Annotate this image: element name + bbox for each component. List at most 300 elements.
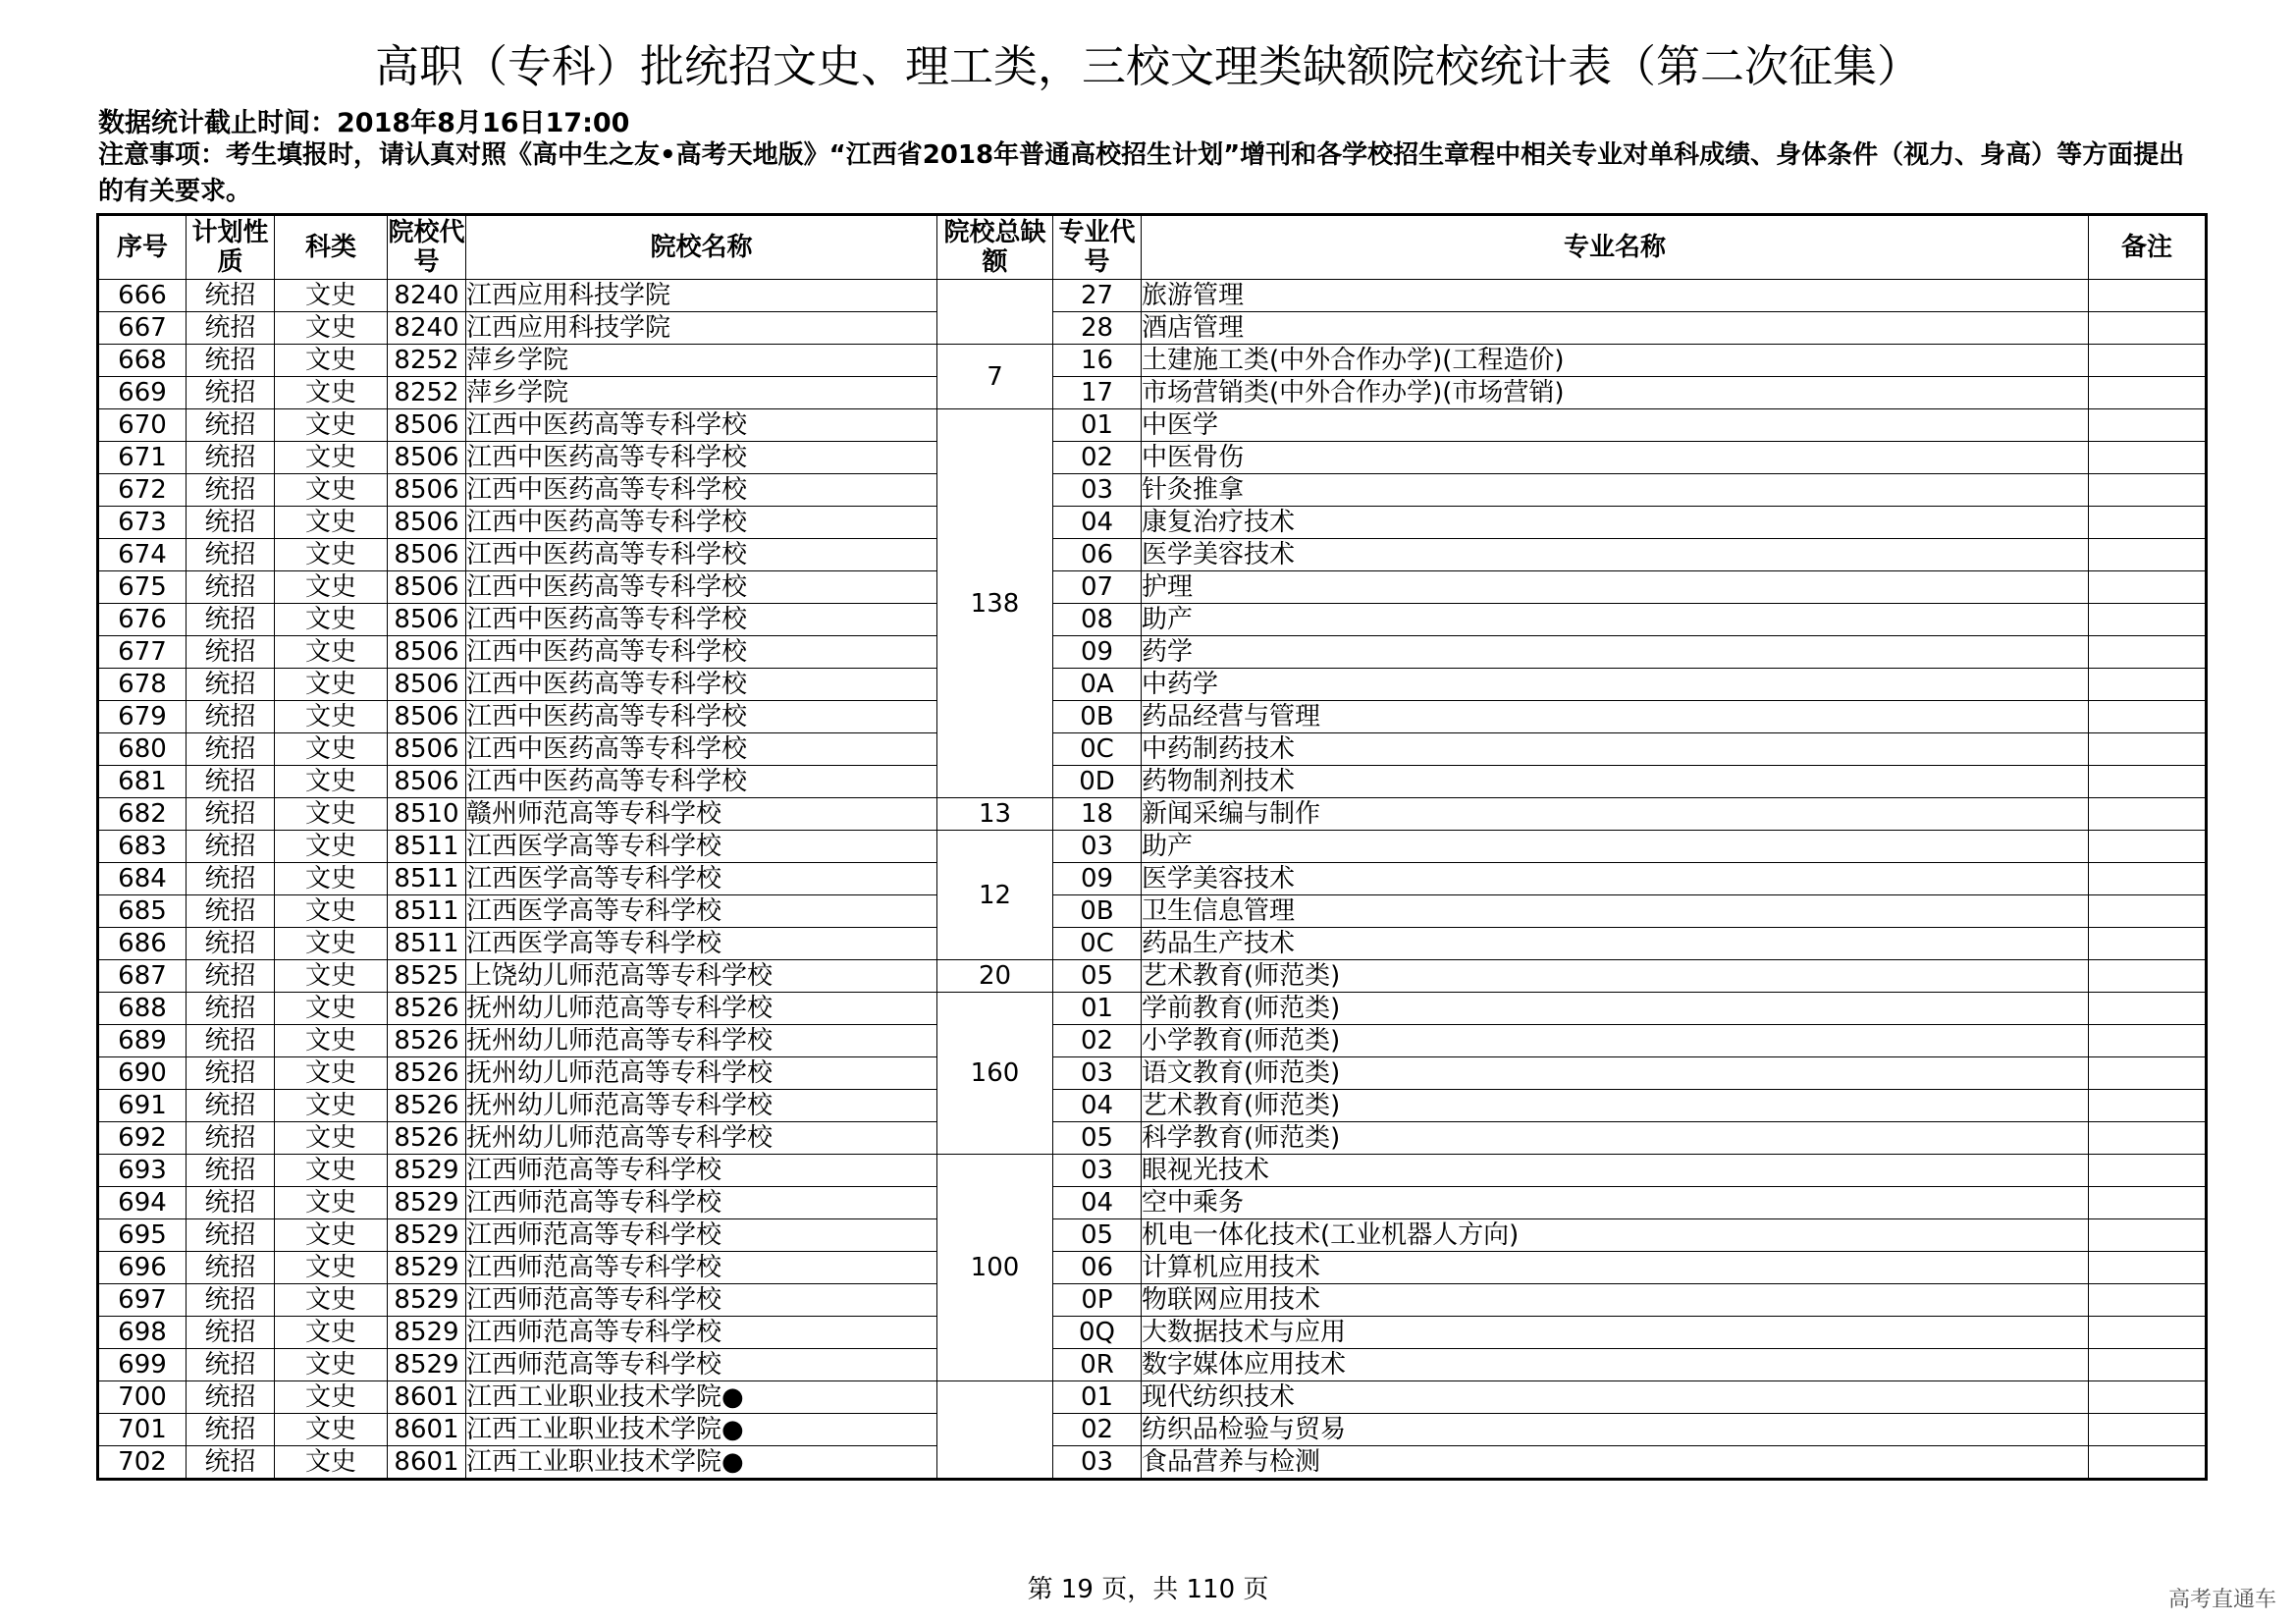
cell-major-code: 27 bbox=[1053, 280, 1142, 312]
cell-major-code: 01 bbox=[1053, 993, 1142, 1025]
vacancy-table bbox=[96, 213, 2208, 1481]
cell-major-name: 新闻采编与制作 bbox=[1142, 798, 2089, 831]
header-category: 科类 bbox=[275, 215, 388, 280]
cell-remark bbox=[2089, 280, 2207, 312]
cell-remark bbox=[2089, 1122, 2207, 1155]
cell-major-code: 28 bbox=[1053, 312, 1142, 345]
table-row bbox=[98, 960, 2207, 993]
cell-remark bbox=[2089, 1090, 2207, 1122]
cell-major-name: 中医骨伤 bbox=[1142, 442, 2089, 474]
cell-category: 文史 bbox=[275, 1219, 388, 1252]
cell-major-code: 04 bbox=[1053, 1090, 1142, 1122]
cell-total-gap: 7 bbox=[937, 345, 1053, 409]
cell-category: 文史 bbox=[275, 863, 388, 895]
cell-school-name: 江西师范高等专科学校 bbox=[466, 1187, 937, 1219]
cell-school-code: 8526 bbox=[388, 1122, 466, 1155]
cell-school-name: 萍乡学院 bbox=[466, 345, 937, 377]
table-row bbox=[98, 1057, 2207, 1090]
cell-seq: 683 bbox=[98, 831, 187, 863]
cell-category: 文史 bbox=[275, 312, 388, 345]
cell-school-code: 8506 bbox=[388, 571, 466, 604]
cell-major-name: 旅游管理 bbox=[1142, 280, 2089, 312]
cell-major-code: 0A bbox=[1053, 669, 1142, 701]
table-row bbox=[98, 669, 2207, 701]
header-remark: 备注 bbox=[2089, 215, 2207, 280]
header-major-code: 专业代号 bbox=[1053, 215, 1142, 280]
table-row bbox=[98, 993, 2207, 1025]
cell-school-name: 江西工业职业技术学院● bbox=[466, 1381, 937, 1414]
cell-category: 文史 bbox=[275, 1187, 388, 1219]
cell-school-name: 江西师范高等专科学校 bbox=[466, 1317, 937, 1349]
cell-school-name: 抚州幼儿师范高等专科学校 bbox=[466, 1025, 937, 1057]
cell-remark bbox=[2089, 1252, 2207, 1284]
cell-major-name: 现代纺织技术 bbox=[1142, 1381, 2089, 1414]
cell-major-code: 06 bbox=[1053, 539, 1142, 571]
cell-major-code: 02 bbox=[1053, 1414, 1142, 1446]
cell-school-code: 8506 bbox=[388, 442, 466, 474]
cell-school-code: 8506 bbox=[388, 474, 466, 507]
cell-seq: 691 bbox=[98, 1090, 187, 1122]
cell-remark bbox=[2089, 474, 2207, 507]
cell-remark bbox=[2089, 669, 2207, 701]
cell-major-code: 05 bbox=[1053, 960, 1142, 993]
cell-seq: 697 bbox=[98, 1284, 187, 1317]
cell-school-code: 8511 bbox=[388, 863, 466, 895]
cell-plan: 统招 bbox=[187, 507, 275, 539]
cell-school-name: 江西中医药高等专科学校 bbox=[466, 701, 937, 733]
cell-school-name: 江西师范高等专科学校 bbox=[466, 1284, 937, 1317]
cell-major-code: 09 bbox=[1053, 636, 1142, 669]
cell-school-name: 江西中医药高等专科学校 bbox=[466, 539, 937, 571]
cell-major-name: 医学美容技术 bbox=[1142, 863, 2089, 895]
cell-remark bbox=[2089, 539, 2207, 571]
header-major-name: 专业名称 bbox=[1142, 215, 2089, 280]
cell-plan: 统招 bbox=[187, 831, 275, 863]
cell-seq: 678 bbox=[98, 669, 187, 701]
cell-seq: 682 bbox=[98, 798, 187, 831]
cell-total-gap bbox=[937, 1381, 1053, 1480]
cell-seq: 681 bbox=[98, 766, 187, 798]
cell-seq: 672 bbox=[98, 474, 187, 507]
cell-category: 文史 bbox=[275, 1349, 388, 1381]
cell-major-code: 06 bbox=[1053, 1252, 1142, 1284]
cell-school-code: 8525 bbox=[388, 960, 466, 993]
cell-category: 文史 bbox=[275, 733, 388, 766]
cell-plan: 统招 bbox=[187, 863, 275, 895]
cell-school-name: 赣州师范高等专科学校 bbox=[466, 798, 937, 831]
table-row bbox=[98, 863, 2207, 895]
cell-major-code: 03 bbox=[1053, 1057, 1142, 1090]
cell-category: 文史 bbox=[275, 604, 388, 636]
cell-seq: 677 bbox=[98, 636, 187, 669]
table-row bbox=[98, 831, 2207, 863]
cell-plan: 统招 bbox=[187, 312, 275, 345]
cell-category: 文史 bbox=[275, 571, 388, 604]
cell-plan: 统招 bbox=[187, 1155, 275, 1187]
cell-school-code: 8506 bbox=[388, 507, 466, 539]
cell-school-code: 8529 bbox=[388, 1317, 466, 1349]
table-row bbox=[98, 636, 2207, 669]
cell-major-code: 0B bbox=[1053, 701, 1142, 733]
cell-major-name: 艺术教育(师范类) bbox=[1142, 1090, 2089, 1122]
cell-seq: 698 bbox=[98, 1317, 187, 1349]
table-row bbox=[98, 1025, 2207, 1057]
cell-category: 文史 bbox=[275, 831, 388, 863]
cell-seq: 696 bbox=[98, 1252, 187, 1284]
table-row bbox=[98, 928, 2207, 960]
table-row bbox=[98, 345, 2207, 377]
cell-major-code: 01 bbox=[1053, 409, 1142, 442]
cell-school-name: 江西中医药高等专科学校 bbox=[466, 474, 937, 507]
cell-seq: 688 bbox=[98, 993, 187, 1025]
cell-school-code: 8252 bbox=[388, 345, 466, 377]
cell-remark bbox=[2089, 1057, 2207, 1090]
cell-plan: 统招 bbox=[187, 928, 275, 960]
page-footer: 第 19 页，共 110 页 bbox=[1027, 1575, 1269, 1604]
cell-total-gap bbox=[937, 280, 1053, 345]
cell-remark bbox=[2089, 928, 2207, 960]
header-plan: 计划性质 bbox=[187, 215, 275, 280]
cell-major-name: 空中乘务 bbox=[1142, 1187, 2089, 1219]
cell-school-code: 8526 bbox=[388, 1025, 466, 1057]
table-row bbox=[98, 701, 2207, 733]
cell-major-name: 机电一体化技术(工业机器人方向) bbox=[1142, 1219, 2089, 1252]
cell-category: 文史 bbox=[275, 539, 388, 571]
cell-plan: 统招 bbox=[187, 474, 275, 507]
cell-school-name: 上饶幼儿师范高等专科学校 bbox=[466, 960, 937, 993]
cell-seq: 686 bbox=[98, 928, 187, 960]
cell-major-code: 02 bbox=[1053, 442, 1142, 474]
cell-major-code: 0D bbox=[1053, 766, 1142, 798]
cell-category: 文史 bbox=[275, 701, 388, 733]
cell-seq: 666 bbox=[98, 280, 187, 312]
cell-total-gap: 100 bbox=[937, 1155, 1053, 1381]
cell-school-code: 8526 bbox=[388, 1090, 466, 1122]
cell-plan: 统招 bbox=[187, 733, 275, 766]
table-row bbox=[98, 604, 2207, 636]
cell-major-code: 04 bbox=[1053, 1187, 1142, 1219]
cell-remark bbox=[2089, 766, 2207, 798]
cell-major-name: 中医学 bbox=[1142, 409, 2089, 442]
cell-remark bbox=[2089, 863, 2207, 895]
cell-plan: 统招 bbox=[187, 280, 275, 312]
table-body bbox=[98, 280, 2207, 1480]
cell-school-code: 8526 bbox=[388, 1057, 466, 1090]
cell-school-code: 8601 bbox=[388, 1446, 466, 1480]
cell-major-code: 0P bbox=[1053, 1284, 1142, 1317]
cell-school-name: 萍乡学院 bbox=[466, 377, 937, 409]
cell-plan: 统招 bbox=[187, 1187, 275, 1219]
cell-seq: 669 bbox=[98, 377, 187, 409]
cell-remark bbox=[2089, 312, 2207, 345]
cell-school-name: 江西医学高等专科学校 bbox=[466, 831, 937, 863]
table-row bbox=[98, 1414, 2207, 1446]
cell-category: 文史 bbox=[275, 345, 388, 377]
cell-major-name: 药品生产技术 bbox=[1142, 928, 2089, 960]
cell-plan: 统招 bbox=[187, 1025, 275, 1057]
cell-seq: 689 bbox=[98, 1025, 187, 1057]
table-row bbox=[98, 1219, 2207, 1252]
table-row bbox=[98, 1090, 2207, 1122]
table-row bbox=[98, 312, 2207, 345]
cell-major-name: 中药制药技术 bbox=[1142, 733, 2089, 766]
cell-school-code: 8510 bbox=[388, 798, 466, 831]
cell-school-code: 8511 bbox=[388, 831, 466, 863]
table-row bbox=[98, 1349, 2207, 1381]
cell-major-name: 眼视光技术 bbox=[1142, 1155, 2089, 1187]
header-seq: 序号 bbox=[98, 215, 187, 280]
table-row bbox=[98, 1446, 2207, 1480]
cell-remark bbox=[2089, 442, 2207, 474]
cell-school-name: 抚州幼儿师范高等专科学校 bbox=[466, 993, 937, 1025]
cell-category: 文史 bbox=[275, 636, 388, 669]
cell-seq: 674 bbox=[98, 539, 187, 571]
cell-seq: 702 bbox=[98, 1446, 187, 1480]
cell-school-code: 8511 bbox=[388, 895, 466, 928]
cell-remark bbox=[2089, 1025, 2207, 1057]
cell-school-name: 抚州幼儿师范高等专科学校 bbox=[466, 1057, 937, 1090]
cell-major-name: 土建施工类(中外合作办学)(工程造价) bbox=[1142, 345, 2089, 377]
cell-school-name: 江西医学高等专科学校 bbox=[466, 863, 937, 895]
cell-remark bbox=[2089, 1349, 2207, 1381]
cell-plan: 统招 bbox=[187, 960, 275, 993]
cell-remark bbox=[2089, 1219, 2207, 1252]
cell-major-name: 卫生信息管理 bbox=[1142, 895, 2089, 928]
cell-category: 文史 bbox=[275, 1090, 388, 1122]
cell-category: 文史 bbox=[275, 766, 388, 798]
cell-school-name: 江西中医药高等专科学校 bbox=[466, 442, 937, 474]
cell-plan: 统招 bbox=[187, 1252, 275, 1284]
cell-total-gap: 138 bbox=[937, 409, 1053, 798]
cell-major-code: 18 bbox=[1053, 798, 1142, 831]
cell-major-name: 药物制剂技术 bbox=[1142, 766, 2089, 798]
cell-remark bbox=[2089, 960, 2207, 993]
cell-major-code: 05 bbox=[1053, 1122, 1142, 1155]
cell-category: 文史 bbox=[275, 669, 388, 701]
cell-seq: 675 bbox=[98, 571, 187, 604]
cell-category: 文史 bbox=[275, 993, 388, 1025]
cell-remark bbox=[2089, 831, 2207, 863]
notice-text: 注意事项：考生填报时，请认真对照《高中生之友•高考天地版》“江西省2018年普通高校招生计划”增刊和各学校招生章程中相关专业对单科成绩、身体条件（视力、身高）等方面提出的有关要求。 bbox=[98, 140, 2185, 206]
cell-remark bbox=[2089, 798, 2207, 831]
cell-plan: 统招 bbox=[187, 409, 275, 442]
cell-remark bbox=[2089, 1446, 2207, 1480]
cell-seq: 700 bbox=[98, 1381, 187, 1414]
cell-major-code: 02 bbox=[1053, 1025, 1142, 1057]
cell-plan: 统招 bbox=[187, 1057, 275, 1090]
cell-plan: 统招 bbox=[187, 1219, 275, 1252]
cell-seq: 684 bbox=[98, 863, 187, 895]
cell-school-name: 江西师范高等专科学校 bbox=[466, 1155, 937, 1187]
cell-school-code: 8529 bbox=[388, 1155, 466, 1187]
cell-school-code: 8506 bbox=[388, 669, 466, 701]
cell-remark bbox=[2089, 1187, 2207, 1219]
cell-seq: 670 bbox=[98, 409, 187, 442]
cell-school-name: 江西工业职业技术学院● bbox=[466, 1446, 937, 1480]
cell-remark bbox=[2089, 1381, 2207, 1414]
cell-plan: 统招 bbox=[187, 669, 275, 701]
cell-school-code: 8601 bbox=[388, 1414, 466, 1446]
cell-seq: 685 bbox=[98, 895, 187, 928]
cell-major-name: 康复治疗技术 bbox=[1142, 507, 2089, 539]
document-title: 高职（专科）批统招文史、理工类，三校文理类缺额院校统计表（第二次征集） bbox=[374, 40, 1921, 92]
cell-seq: 687 bbox=[98, 960, 187, 993]
cell-remark bbox=[2089, 1155, 2207, 1187]
cell-remark bbox=[2089, 604, 2207, 636]
cell-major-code: 07 bbox=[1053, 571, 1142, 604]
cell-category: 文史 bbox=[275, 474, 388, 507]
cell-school-name: 江西中医药高等专科学校 bbox=[466, 409, 937, 442]
cell-major-code: 04 bbox=[1053, 507, 1142, 539]
cell-remark bbox=[2089, 1284, 2207, 1317]
cell-plan: 统招 bbox=[187, 895, 275, 928]
cell-school-name: 江西工业职业技术学院● bbox=[466, 1414, 937, 1446]
cell-plan: 统招 bbox=[187, 1090, 275, 1122]
cell-total-gap: 12 bbox=[937, 831, 1053, 960]
cell-school-name: 江西中医药高等专科学校 bbox=[466, 733, 937, 766]
cell-seq: 668 bbox=[98, 345, 187, 377]
cell-major-name: 物联网应用技术 bbox=[1142, 1284, 2089, 1317]
cell-school-code: 8506 bbox=[388, 604, 466, 636]
cell-school-code: 8601 bbox=[388, 1381, 466, 1414]
cell-school-name: 江西中医药高等专科学校 bbox=[466, 507, 937, 539]
cell-major-name: 语文教育(师范类) bbox=[1142, 1057, 2089, 1090]
cell-remark bbox=[2089, 345, 2207, 377]
cell-major-code: 17 bbox=[1053, 377, 1142, 409]
table-row bbox=[98, 1252, 2207, 1284]
cell-school-code: 8506 bbox=[388, 733, 466, 766]
table-header-row bbox=[98, 215, 2207, 280]
cell-seq: 690 bbox=[98, 1057, 187, 1090]
cell-seq: 693 bbox=[98, 1155, 187, 1187]
table-row bbox=[98, 766, 2207, 798]
cell-major-name: 食品营养与检测 bbox=[1142, 1446, 2089, 1480]
cell-plan: 统招 bbox=[187, 766, 275, 798]
cell-seq: 680 bbox=[98, 733, 187, 766]
cell-school-name: 江西医学高等专科学校 bbox=[466, 895, 937, 928]
table-row bbox=[98, 539, 2207, 571]
cell-total-gap: 13 bbox=[937, 798, 1053, 831]
cell-major-name: 医学美容技术 bbox=[1142, 539, 2089, 571]
cell-plan: 统招 bbox=[187, 377, 275, 409]
cell-major-code: 0C bbox=[1053, 733, 1142, 766]
cell-category: 文史 bbox=[275, 1057, 388, 1090]
cell-category: 文史 bbox=[275, 1025, 388, 1057]
table-row bbox=[98, 895, 2207, 928]
cell-major-name: 助产 bbox=[1142, 604, 2089, 636]
table-row bbox=[98, 474, 2207, 507]
cell-plan: 统招 bbox=[187, 539, 275, 571]
cell-major-name: 数字媒体应用技术 bbox=[1142, 1349, 2089, 1381]
cell-school-code: 8526 bbox=[388, 993, 466, 1025]
cell-plan: 统招 bbox=[187, 1349, 275, 1381]
header-school-code: 院校代号 bbox=[388, 215, 466, 280]
cell-seq: 679 bbox=[98, 701, 187, 733]
cell-total-gap: 20 bbox=[937, 960, 1053, 993]
cell-major-code: 0B bbox=[1053, 895, 1142, 928]
cell-major-name: 艺术教育(师范类) bbox=[1142, 960, 2089, 993]
cell-school-name: 江西中医药高等专科学校 bbox=[466, 604, 937, 636]
cell-major-name: 药品经营与管理 bbox=[1142, 701, 2089, 733]
cell-category: 文史 bbox=[275, 1122, 388, 1155]
table-row bbox=[98, 280, 2207, 312]
cell-major-code: 16 bbox=[1053, 345, 1142, 377]
table-row bbox=[98, 798, 2207, 831]
cutoff-time: 数据统计截止时间：2018年8月16日17:00 bbox=[98, 108, 630, 138]
cell-plan: 统招 bbox=[187, 1122, 275, 1155]
cell-school-name: 江西中医药高等专科学校 bbox=[466, 636, 937, 669]
cell-school-name: 江西中医药高等专科学校 bbox=[466, 766, 937, 798]
cell-school-code: 8506 bbox=[388, 766, 466, 798]
table-row bbox=[98, 442, 2207, 474]
table-row bbox=[98, 1284, 2207, 1317]
cell-category: 文史 bbox=[275, 1381, 388, 1414]
cell-school-name: 江西医学高等专科学校 bbox=[466, 928, 937, 960]
header-school-name: 院校名称 bbox=[466, 215, 937, 280]
cell-category: 文史 bbox=[275, 442, 388, 474]
cell-seq: 699 bbox=[98, 1349, 187, 1381]
cell-seq: 667 bbox=[98, 312, 187, 345]
cell-major-name: 计算机应用技术 bbox=[1142, 1252, 2089, 1284]
cell-total-gap: 160 bbox=[937, 993, 1053, 1155]
cell-school-name: 江西中医药高等专科学校 bbox=[466, 669, 937, 701]
cell-major-code: 08 bbox=[1053, 604, 1142, 636]
cell-seq: 671 bbox=[98, 442, 187, 474]
cell-remark bbox=[2089, 636, 2207, 669]
cell-seq: 694 bbox=[98, 1187, 187, 1219]
cell-major-name: 助产 bbox=[1142, 831, 2089, 863]
cell-plan: 统招 bbox=[187, 1284, 275, 1317]
table-row bbox=[98, 733, 2207, 766]
table-row bbox=[98, 1317, 2207, 1349]
cell-plan: 统招 bbox=[187, 1414, 275, 1446]
cell-plan: 统招 bbox=[187, 1446, 275, 1480]
cell-remark bbox=[2089, 701, 2207, 733]
cell-remark bbox=[2089, 895, 2207, 928]
cell-remark bbox=[2089, 733, 2207, 766]
watermark: 高考直通车 bbox=[2167, 1588, 2276, 1612]
cell-major-code: 03 bbox=[1053, 831, 1142, 863]
cell-seq: 701 bbox=[98, 1414, 187, 1446]
cell-major-name: 市场营销类(中外合作办学)(市场营销) bbox=[1142, 377, 2089, 409]
cell-school-code: 8511 bbox=[388, 928, 466, 960]
cell-major-name: 纺织品检验与贸易 bbox=[1142, 1414, 2089, 1446]
cell-remark bbox=[2089, 1414, 2207, 1446]
cell-remark bbox=[2089, 1317, 2207, 1349]
cell-remark bbox=[2089, 507, 2207, 539]
cell-category: 文史 bbox=[275, 409, 388, 442]
cell-school-code: 8240 bbox=[388, 312, 466, 345]
cell-category: 文史 bbox=[275, 1252, 388, 1284]
cell-school-code: 8529 bbox=[388, 1252, 466, 1284]
cell-major-name: 中药学 bbox=[1142, 669, 2089, 701]
cell-category: 文史 bbox=[275, 1446, 388, 1480]
table-row bbox=[98, 571, 2207, 604]
cell-school-name: 江西应用科技学院 bbox=[466, 312, 937, 345]
cell-category: 文史 bbox=[275, 1284, 388, 1317]
cell-plan: 统招 bbox=[187, 1317, 275, 1349]
cell-major-code: 09 bbox=[1053, 863, 1142, 895]
table-row bbox=[98, 1155, 2207, 1187]
cell-category: 文史 bbox=[275, 507, 388, 539]
cell-plan: 统招 bbox=[187, 571, 275, 604]
cell-major-code: 0Q bbox=[1053, 1317, 1142, 1349]
cell-major-name: 酒店管理 bbox=[1142, 312, 2089, 345]
cell-major-name: 科学教育(师范类) bbox=[1142, 1122, 2089, 1155]
table-row bbox=[98, 1381, 2207, 1414]
cell-remark bbox=[2089, 993, 2207, 1025]
cell-category: 文史 bbox=[275, 280, 388, 312]
